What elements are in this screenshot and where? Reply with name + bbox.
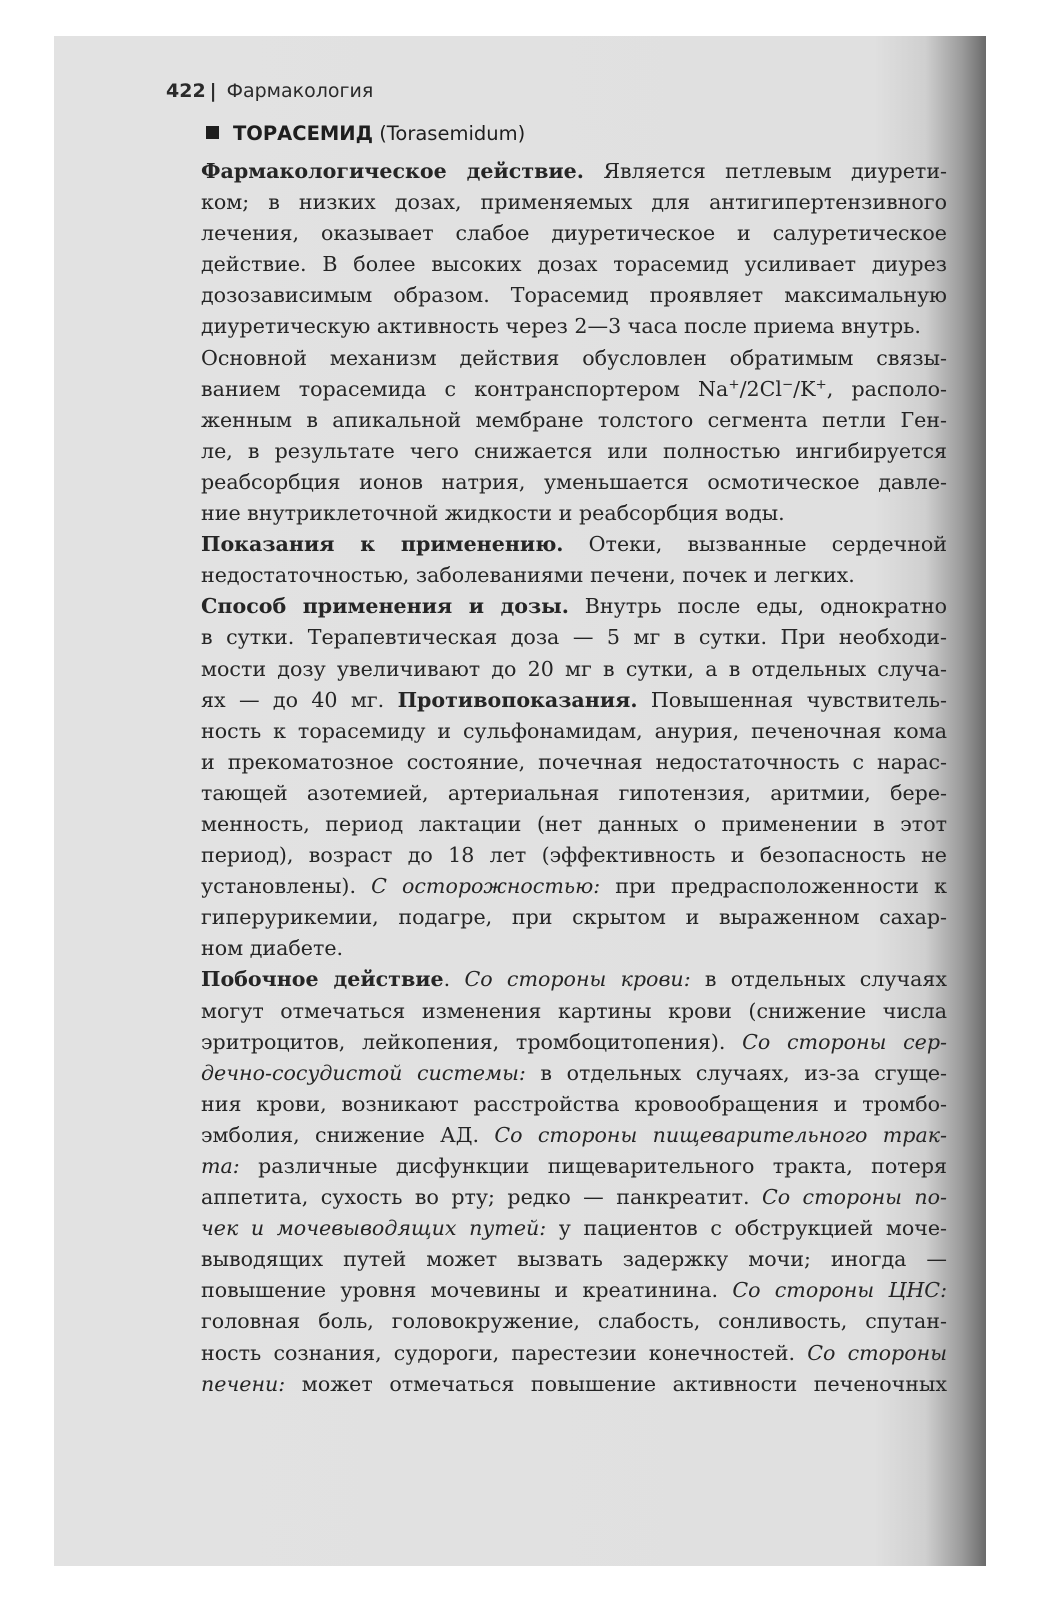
page-number: 422 xyxy=(166,80,206,102)
running-header xyxy=(166,80,373,102)
drug-title xyxy=(206,122,525,145)
paragraph-pharmacological-action: Фармакологическое действие. Является петлевым диурети- ком; в низких дозах, применяемых для антигипертензивного лечения, оказывает слабое диуретическое и салуретическое действие. В более высоких дозах торасемид усиливает диурез дозозависимым образом. Торасемид проявляет максимальную диуретическую активность через 2—3 часа после приема внутрь. xyxy=(201,159,948,339)
heading-side-effects: Побочное действие xyxy=(201,967,444,992)
paragraph-mechanism: Основной механизм действия обусловлен обратимым связы- ванием торасемида с контранспортером Na+/2Cl−/K+, располо- женным в апикальной мембране толстого сегмента петли Ген- ле, в результате чего снижается или полностью ингибируется реабсорбция ионов натрия, уменьшается осмотическое давле- ние внутриклеточной жидкости и реабсорбция воды. xyxy=(201,345,947,526)
heading-indications: Показания к применению. xyxy=(201,532,564,557)
caution-label: С осторожностью: xyxy=(371,874,601,899)
drug-latin-name: (Torasemidum) xyxy=(379,122,526,145)
book-title: Фармакология xyxy=(226,80,374,102)
heading-contraindications: Противопоказания. xyxy=(397,687,638,712)
drug-name: ТОРАСЕМИД xyxy=(233,122,373,145)
heading-pharmacological-action: Фармакологическое действие. xyxy=(201,159,584,183)
paragraph-indications: Показания к применению. Отеки, вызванные сердечной недостаточностью, заболеваниями печени, почек и легких. xyxy=(201,532,947,588)
paragraph-dosage-contraindications: Способ применения и дозы. Внутрь после еды, однократно в сутки. Терапевтическая доза — 5 мг в сутки. При необходи- мости дозу увеличивают до 20 мг в сутки, а в отдельных случа- ях — до 40 мг. Противопоказания. Повышенная чувствитель- ность к торасемиду и сульфонамидам, анурия, печеночная кома и прекоматозное состояние, почечная недостаточность с нарас- тающей азотемией, артериальная гипотензия, аритмии, бере- менность, период лактации (нет данных о применении в этот период), возраст до 18 лет (эффективность и безопасность не установлены). С осторожностью: при предрасположенности к гиперурикемии, подагре, при скрытом и выраженном сахар- ном диабете. xyxy=(201,594,947,961)
paragraph-side-effects: Побочное действие. Со стороны крови: в отдельных случаях могут отмечаться изменения картины крови (снижение числа эритроцитов, лейкопения, тромбоцитопения). Со стороны сер- дечно-сосудистой системы: в отдельных случаях, из-за сгуще- ния крови, возникают расстройства кровообращения и тромбо- эмболия, снижение АД. Со стороны пищеварительного трак- та: различные дисфункции пищеварительного тракта, потеря аппетита, сухость во рту; редко — панкреатит. Со стороны по- чек и мочевыводящих путей: у пациентов с обструкцией моче- выводящих путей может вызвать задержку мочи; иногда — повышение уровня мочевины и креатинина. Со стороны ЦНС: головная боль, головокружение, слабость, сонливость, спутан- ность сознания, судороги, парестезии конечностей. Со стороны печени: может отмечаться повышение активности печеночных xyxy=(201,967,948,1396)
header-divider: | xyxy=(209,80,217,102)
heading-dosage: Способ применения и дозы. xyxy=(201,594,569,619)
square-bullet-icon xyxy=(206,126,219,139)
article-body xyxy=(160,156,947,1400)
